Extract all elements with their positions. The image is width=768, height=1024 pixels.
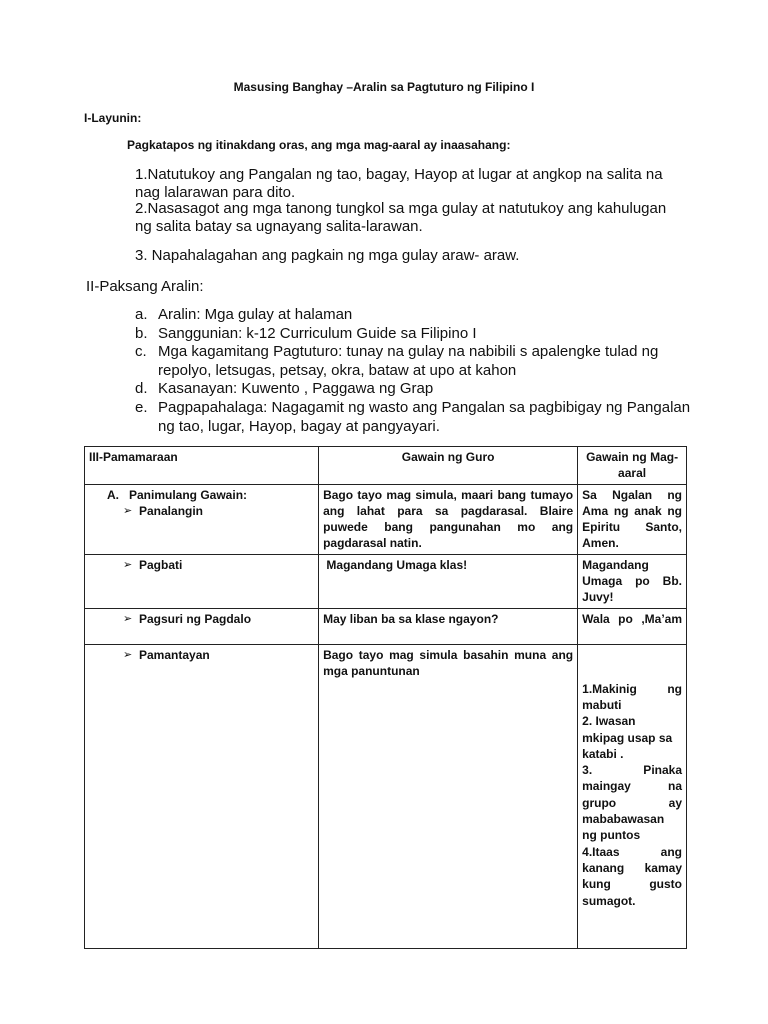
step-label: Panalangin [139,503,204,518]
objective-1: 1.Natutukoy ang Pangalan ng tao, bagay, Hayop at lugar at angkop na salita na nag lalarawan para dito. [135,166,663,201]
step-cell [85,644,319,948]
rules-list [582,681,682,909]
layunin-heading: I-Layunin: [84,111,142,125]
paksa-item-a [135,306,695,325]
rule-line: mababawasan [582,812,665,827]
rule-line: ng puntos [582,828,641,843]
rule-line: kung gusto [582,877,682,892]
step-cell [85,554,319,608]
list-text: Mga kagamitang Pagtuturo: tunay na gulay na nabibili s apalengke tulad ng repolyo, letsugas, petsay, okra, bataw at upo at kahon [158,343,659,379]
rule-line: 4.Itaas ang [582,844,682,859]
mag-aaral-cell: Magandang Umaga po Bb. Juvy! [578,554,687,608]
arrow-bullet-icon: ➢ [123,504,133,517]
paksa-list [135,306,695,436]
list-text: Pagpapahalaga: Nagagamit ng wasto ang Pangalan sa pagbibigay ng Pangalan ng tao, lugar, Hayop, bagay at pangyayari. [158,398,691,435]
step-pagsuri [89,611,314,627]
arrow-bullet-icon: ➢ [123,558,133,571]
step-pagbati [89,557,314,573]
pamamaraan-table [84,446,687,949]
guro-cell: Bago tayo mag simula, maari bang tumayo ang lahat para sa pagdarasal. Blaire puwede bang pangunahan mo ang pagdarasal natin. [319,484,578,554]
rule-line: mkipag usap sa [582,730,673,745]
objective-3: 3. Napahalagahan ang pagkain ng mga gulay araw- araw. [135,247,520,264]
rule-line: 2. Iwasan [582,714,636,729]
rule-line: katabi . [582,746,624,761]
guro-cell: Magandang Umaga klas! [319,554,578,608]
table-header-row [85,447,687,485]
section-letter: A. [107,487,119,502]
section-label: Panimulang Gawain: [129,487,248,502]
mag-aaral-cell: Wala po ,Ma’am [578,608,687,644]
list-letter: a. [135,306,148,323]
step-cell [85,608,319,644]
section-a [89,487,314,503]
step-label: Pamantayan [139,647,210,662]
paksa-item-b [135,325,695,344]
rule-line: 1.Makinig ng [582,681,682,696]
header-pamamaraan: III-Pamamaraan [85,447,319,485]
layunin-intro: Pagkatapos ng itinakdang oras, ang mga mag-aaral ay inaasahang: [127,138,511,152]
mag-aaral-cell [578,644,687,948]
rule-line: grupo ay [582,795,682,810]
step-panalangin [89,503,314,519]
list-text: Aralin: Mga gulay at halaman [158,306,353,323]
arrow-bullet-icon: ➢ [123,648,133,661]
list-letter: d. [135,380,148,398]
list-letter: e. [135,398,148,416]
step-label: Pagbati [139,557,183,572]
paksa-heading: II-Paksang Aralin: [86,278,204,295]
list-letter: c. [135,343,147,361]
rule-line: 3. Pinaka [582,763,682,778]
page-title: Masusing Banghay –Aralin sa Pagtuturo ng Filipino I [233,80,535,94]
objective-2: 2.Nasasagot ang mga tanong tungkol sa mga gulay at natutukoy ang kahulugan ng salita batay sa ugnayang salita-larawan. [135,200,667,235]
arrow-bullet-icon: ➢ [123,612,133,625]
rule-line: mabuti [582,697,622,712]
step-label: Pagsuri ng Pagdalo [139,611,252,626]
rule-line: sumagot. [582,893,636,908]
rule-line: maingay na [582,779,682,794]
guro-cell: Bago tayo mag simula basahin muna ang mga panuntunan [319,644,578,948]
step-cell [85,484,319,554]
paksa-item-d [135,380,695,399]
list-text: Kasanayan: Kuwento , Paggawa ng Grap [158,380,434,398]
list-letter: b. [135,324,148,342]
table-row [85,644,687,948]
rule-line: kanang kamay [582,860,682,875]
paksa-item-c [135,343,695,380]
guro-cell: May liban ba sa klase ngayon? [319,608,578,644]
step-pamantayan [89,647,314,663]
header-gawain-mag-aaral: Gawain ng Mag-aaral [578,447,687,485]
header-gawain-guro: Gawain ng Guro [319,447,578,485]
list-text: Sanggunian: k-12 Curriculum Guide sa Filipino I [158,324,477,342]
table-row [85,554,687,608]
table-row [85,484,687,554]
mag-aaral-cell: Sa Ngalan ng Ama ng anak ng Epiritu Santo, Amen. [578,484,687,554]
paksa-item-e [135,399,695,436]
table-row [85,608,687,644]
